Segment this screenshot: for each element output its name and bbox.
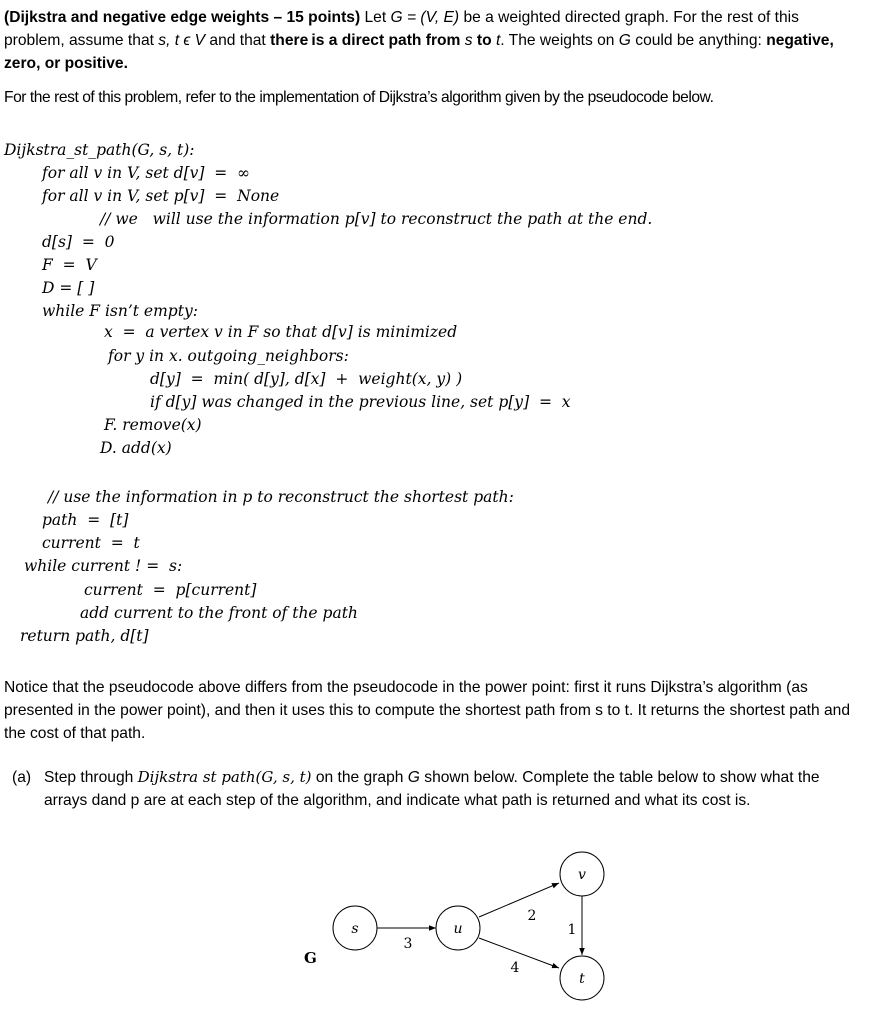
node-s xyxy=(333,906,377,950)
problem-intro: (Dijkstra and negative edge weights – 15 points) Let G = (V, E) be a weighted directed graph. For the rest of this problem, assume that s, t ϵ V and that there is a direct path from s to t. The weights on G could be anything: negative, zero, or positive. xyxy=(4,9,834,72)
code-line: path = [t] xyxy=(42,511,129,529)
code-line: for y in x. outgoing_neighbors: xyxy=(108,347,349,365)
part-a-label: (a) xyxy=(12,769,32,786)
code-line: d[y] = min( d[y], d[x] + weight(x, y) ) xyxy=(150,370,463,388)
code-line: F. remove(x) xyxy=(104,416,202,434)
code-line: D. add(x) xyxy=(100,439,172,457)
edge-weight: 2 xyxy=(527,908,537,924)
node-label: s xyxy=(351,921,359,937)
graph-label: G xyxy=(304,949,317,967)
node-label: t xyxy=(579,971,585,987)
code-line: for all v in V, set p[v] = None xyxy=(42,187,280,205)
notice-text: Notice that the pseudocode above differs from the pseudocode in the power point: first it runs Dijkstra’s algorithm (as presented in the power point), and then it uses this to compute the shortest path from s to t. It returns the shortest path and the cost of that path. xyxy=(4,679,851,742)
code-line: while current ! = s: xyxy=(24,557,183,575)
node-label: u xyxy=(453,921,463,937)
code-line: // we will use the information p[v] to reconstruct the path at the end. xyxy=(100,210,653,228)
code-line: Dijkstra_st_path(G, s, t): xyxy=(4,141,195,159)
code-line: d[s] = 0 xyxy=(42,233,115,251)
code-line: return path, d[t] xyxy=(20,627,149,645)
code-line: x = a vertex v in F so that d[v] is minimized xyxy=(104,323,458,341)
edge-weight: 1 xyxy=(567,922,577,938)
code-line: if d[y] was changed in the previous line, set p[y] = x xyxy=(150,393,571,411)
code-line: D = [ ] xyxy=(42,279,95,297)
problem-heading: (Dijkstra and negative edge weights – 15 points) xyxy=(4,9,361,26)
node-v xyxy=(560,852,604,896)
refer-text: For the rest of this problem, refer to the implementation of Dijkstra’s algorithm given by the pseudocode below. xyxy=(4,89,714,106)
node-label: v xyxy=(578,867,586,883)
node-t xyxy=(560,956,604,1000)
edge-weight: 4 xyxy=(510,960,520,976)
code-line: // use the information in p to reconstruct the shortest path: xyxy=(48,488,514,506)
edge-u-v xyxy=(479,883,559,917)
code-line: while F isn’t empty: xyxy=(42,302,198,320)
edge-weight: 3 xyxy=(403,936,413,952)
code-line: current = t xyxy=(42,534,140,552)
code-line: current = p[current] xyxy=(84,581,257,599)
code-line: add current to the front of the path xyxy=(80,604,358,622)
code-line: for all v in V, set d[v] = ∞ xyxy=(42,164,251,182)
code-line: F = V xyxy=(42,256,97,274)
node-u xyxy=(436,906,480,950)
part-a-text: Step through Dijkstra st path(G, s, t) on the graph G shown below. Complete the table below to show what the arrays dand p are at each step of the algorithm, and indicate what path is returned and what its cost is. xyxy=(44,768,820,809)
